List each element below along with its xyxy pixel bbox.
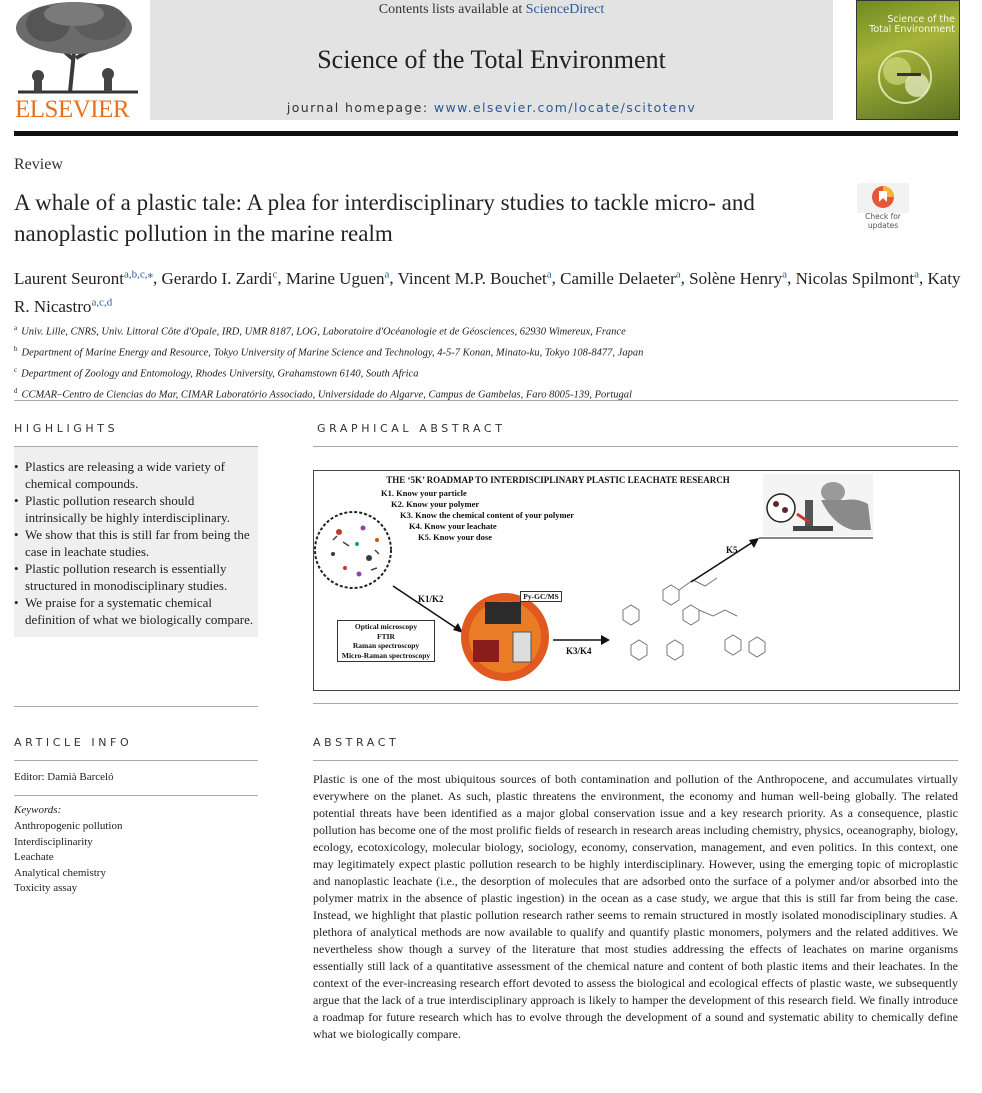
- keywords-rule: [14, 795, 258, 796]
- keywords-label: Keywords:: [14, 804, 62, 816]
- author[interactable]: Katy R. Nicastro$^{a,c,d}$: [14, 268, 961, 317]
- elsevier-wordmark: ELSEVIER: [15, 96, 130, 123]
- roadmap-k1: K1. Know your particle: [381, 488, 467, 498]
- highlight-item: • We show that this is still far from being the case in leachate studies.: [14, 526, 258, 560]
- method-item: Raman spectroscopy: [352, 641, 420, 650]
- arrow-label-k1k2: K1/K2: [418, 594, 444, 604]
- sciencedirect-link[interactable]: ScienceDirect: [525, 2, 605, 17]
- roadmap-k2: K2. Know your polymer: [391, 499, 480, 509]
- highlight-item: • Plastics are releasing a wide variety of chemical compounds.: [14, 458, 258, 492]
- arrow-label-k3k4: K3/K4: [566, 646, 592, 656]
- affiliation: $^d$ CCMAR–Centro de Ciencias do Mar, CIMAR Laboratório Associado, Universidade do Algarve, Campus de Gambelas, Faro 8005-139, Portugal: [14, 387, 632, 401]
- keyword[interactable]: Leachate: [14, 851, 54, 863]
- method-item: Micro-Raman spectroscopy: [341, 650, 431, 660]
- homepage-prefix: journal homepage:: [286, 100, 434, 115]
- author[interactable]: Solène Henry$^a$: [689, 268, 788, 288]
- abstract-heading: ABSTRACT: [313, 736, 400, 749]
- cover-title: Science of the Total Environment: [869, 14, 955, 35]
- author[interactable]: Nicolas Spilmont$^a$: [795, 268, 919, 288]
- arrow-label-k5: K5: [726, 545, 738, 555]
- homepage-link[interactable]: www.elsevier.com/locate/scitotenv: [433, 100, 697, 115]
- roadmap-title: THE ‘5K’ ROADMAP TO INTERDISCIPLINARY PLASTIC LEACHATE RESEARCH: [386, 475, 730, 485]
- methods-box: [337, 620, 435, 662]
- keyword[interactable]: Interdisciplinarity: [14, 835, 93, 848]
- affiliation: $^c$ Department of Zoology and Entomology, Rhodes University, Grahamstown 6140, South Africa: [14, 366, 419, 380]
- keyword[interactable]: Toxicity assay: [14, 882, 78, 894]
- affiliation: $^b$ Department of Marine Energy and Resource, Tokyo University of Marine Science and Technology, 4-5-7 Konan, Minato-ku, Tokyo 108-8477, Japan: [14, 345, 644, 359]
- method-item: FTIR: [377, 631, 395, 641]
- affiliation: $^a$ Univ. Lille, CNRS, Univ. Littoral Côte d'Opale, IRD, UMR 8187, LOG, Laboratoire d'Océanologie et de Géosciences, 62930 Wimereux, France: [14, 324, 626, 338]
- article-type: Review: [14, 156, 63, 173]
- graphical-abstract-rule: [313, 446, 958, 447]
- header-rule: [14, 131, 958, 136]
- keywords-list: [14, 819, 122, 897]
- keyword[interactable]: Anthropogenic pollution: [14, 820, 123, 832]
- contents-prefix: Contents lists available at: [378, 2, 526, 17]
- contents-line: [150, 2, 833, 18]
- highlights-list: [14, 458, 258, 628]
- affiliations: [14, 320, 964, 404]
- journal-cover-thumbnail[interactable]: [856, 0, 960, 120]
- section-divider: [313, 703, 958, 704]
- journal-title: Science of the Total Environment: [317, 45, 666, 74]
- section-divider: [14, 400, 958, 401]
- abstract-text: Plastic is one of the most ubiquitous sources of both contamination and pollution of the Anthropocene, and accumulates virtually everywhere on the planet. As such, plastic threatens the environment, the economy and human well-being globally. The related potential threats have been identified as a major global conservation issue and a key research priority. As a consequence, plastic pollution has become one of the most prolific fields of research in research areas including chemistry, physics, oceanography, biology, ecology, ecotoxicology, molecular biology, sociology, economy, conservation, management, and even politics. In this context, one may legitimately expect plastic pollution research to be highly interdisciplinary. However, using the emerging topic of microplastic and nanoplastic leachate (i.e., the desorption of molecules that are adsorbed onto the surface of a polymer and/or absorbed into the polymer matrix in the absence of plastic ingestion) in the ocean as a case study, we argue that this is still far from being the case. Instead, we highlight that plastic pollution research rather seems to remain structured in mostly isolated monodisciplinary studies. A plethora of analytical methods are now available to qualify and quantify plastic monomers, polymers and the related additives. We nevertheless show though a survey of the literature that most studies addressing the effects of leachates on marine organisms essentially still lack of a quantitative assessment of the chemical nature and content of both plastic items and their leachates. In the context of the ever-increasing research effort devoted to assess the biological and ecological effects of plastic waste, we subsequently argue that the lack of a true interdisciplinary approach is likely to hamper the development of this research field. We finally introduce a roadmap for future research which has to evolve through the development of a sound and systematic ability to chemically define what we biologically compare.: [313, 772, 958, 1041]
- author-list: Laurent Seuront$^{a,b,c,⁎}$, Gerardo I. Zardi$^c$, Marine Uguen$^a$, Vincent M.P. Bouchet$^a$, Camille Delaeter$^a$, Solène Henry$^a$, Nicolas Spilmont$^a$, Katy R. Nicastro$^{a,c,d}$: [14, 268, 961, 317]
- author[interactable]: Laurent Seuront$^{a,b,c,⁎}$: [14, 268, 154, 288]
- section-divider: [14, 706, 258, 707]
- method-item: Optical microscopy: [354, 622, 418, 631]
- article-info-rule: [14, 760, 258, 761]
- roadmap-k5: K5. Know your dose: [418, 532, 492, 542]
- roadmap-k3: K3. Know the chemical content of your polymer: [400, 510, 575, 520]
- highlight-item: • We praise for a systematic chemical definition of what we biologically compare.: [14, 594, 258, 628]
- graphical-abstract-heading: GRAPHICAL ABSTRACT: [317, 422, 506, 435]
- author[interactable]: Marine Uguen$^a$: [285, 268, 390, 288]
- paper-title: A whale of a plastic tale: A plea for interdisciplinary studies to tackle micro- and nanoplastic pollution in the marine realm: [14, 190, 755, 246]
- highlights-heading: HIGHLIGHTS: [14, 422, 119, 435]
- author[interactable]: Vincent M.P. Bouchet$^a$: [397, 268, 552, 288]
- pygcms-label: Py-GC/MS: [520, 591, 562, 602]
- highlight-item: • Plastic pollution research should intrinsically be highly interdisciplinary.: [14, 492, 258, 526]
- abstract-rule: [313, 760, 958, 761]
- article-info-heading: ARTICLE INFO: [14, 736, 133, 749]
- editor: Editor: Damià Barceló: [14, 771, 114, 783]
- author[interactable]: Gerardo I. Zardi$^c$: [161, 268, 278, 288]
- check-for-updates-label[interactable]: Check for updates: [865, 212, 901, 230]
- roadmap-k4: K4. Know your leachate: [409, 521, 497, 531]
- highlight-item: • Plastic pollution research is essentially structured in monodisciplinary studies.: [14, 560, 258, 594]
- journal-homepage: [150, 100, 833, 115]
- keyword[interactable]: Analytical chemistry: [14, 866, 106, 879]
- author[interactable]: Camille Delaeter$^a$: [560, 268, 681, 288]
